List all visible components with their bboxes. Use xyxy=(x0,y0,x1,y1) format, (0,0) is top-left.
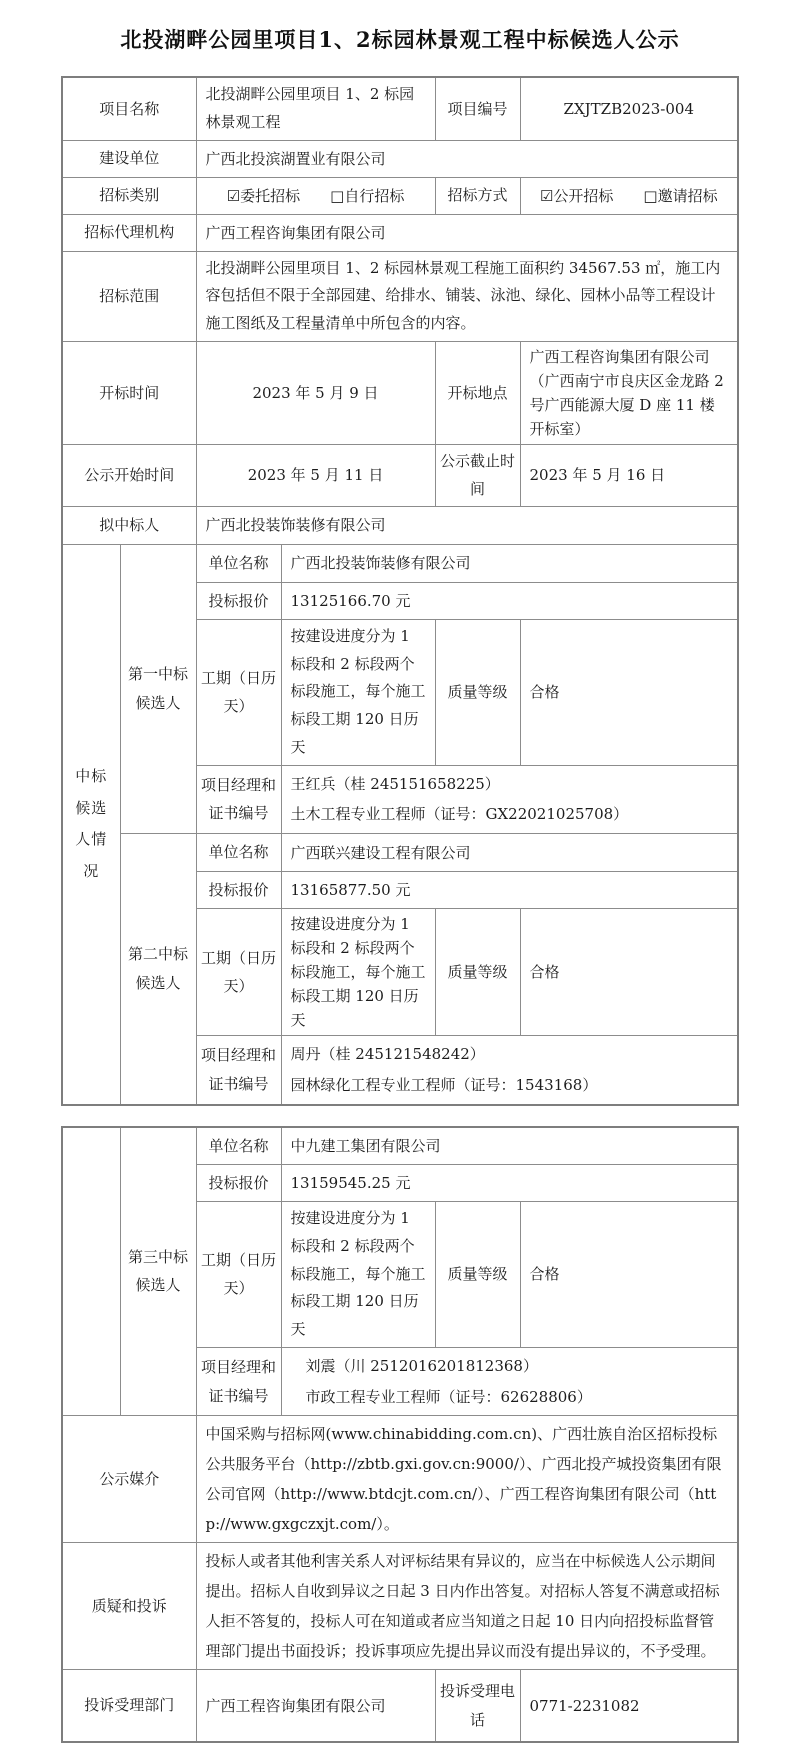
row-bid-type xyxy=(62,177,738,214)
candidates-section-continuation xyxy=(62,1127,120,1416)
owner-label: 建设单位 xyxy=(62,140,196,177)
row-owner xyxy=(62,140,738,177)
notice-table-1 xyxy=(61,76,739,1106)
candidate3-manager-name: 刘震（川 2512016201812368） xyxy=(290,1356,538,1375)
candidate2-quality: 合格 xyxy=(520,909,738,1036)
quality-label: 质量等级 xyxy=(435,1202,520,1348)
company-label: 单位名称 xyxy=(196,544,281,582)
checkbox-invited-bidding: □邀请招标 xyxy=(643,186,718,205)
agency-value: 广西工程咨询集团有限公司 xyxy=(196,214,738,251)
candidate1-quality: 合格 xyxy=(520,619,738,765)
row-media xyxy=(62,1416,738,1543)
company-label: 单位名称 xyxy=(196,1127,281,1165)
candidate1-price: 13125166.70 元 xyxy=(281,582,738,619)
owner-value: 广西北投滨湖置业有限公司 xyxy=(196,140,738,177)
row-complaint xyxy=(62,1670,738,1742)
candidate1-rank: 第一中标候选人 xyxy=(120,544,196,833)
media-value: 中国采购与招标网(www.chinabidding.com.cn)、广西壮族自治区招标投标公共服务平台（http://zbtb.gxi.gov.cn:9000/）、广西北投产城投资集团有限公司官网（http://www.btdcjt.com.cn/）、广西工程咨询集团有限公司（http://www.gxgczxjt.com/）。 xyxy=(196,1416,738,1543)
publicity-start-label: 公示开始时间 xyxy=(62,444,196,506)
candidate2-manager-cert: 园林绿化工程专业工程师（证号：1543168） xyxy=(290,1075,598,1094)
scope-label: 招标范围 xyxy=(62,251,196,341)
candidate2-rank: 第二中标候选人 xyxy=(120,834,196,1105)
objection-value: 投标人或者其他利害关系人对评标结果有异议的，应当在中标候选人公示期间提出。招标人自收到异议之日起 3 日内作出答复。对招标人答复不满意或招标人拒不答复的，投标人可在知道或者应当知道之日起 10 日内向招投标监督管理部门提出书面投诉；投诉事项应先提出异议而没有提出异议的，不予受理。 xyxy=(196,1543,738,1670)
project-code-label: 项目编号 xyxy=(435,77,520,140)
candidates-section-label: 中标候选人情况 xyxy=(62,544,120,1104)
opening-place-value: 广西工程咨询集团有限公司（广西南宁市良庆区金龙路 2 号广西能源大厦 D 座 11 楼开标室） xyxy=(520,341,738,444)
quality-label: 质量等级 xyxy=(435,619,520,765)
proposed-winner-value: 广西北投装饰装修有限公司 xyxy=(196,506,738,544)
candidate1-manager-cert: 土木工程专业工程师（证号：GX22021025708） xyxy=(290,805,629,824)
row-opening xyxy=(62,341,738,444)
row-proposed-winner xyxy=(62,506,738,544)
page-title: 北投湖畔公园里项目1、2标园林景观工程中标候选人公示 xyxy=(120,27,680,52)
row-agency xyxy=(62,214,738,251)
duration-label: 工期（日历天） xyxy=(196,1202,281,1348)
candidate3-price: 13159545.25 元 xyxy=(281,1165,738,1202)
project-name-label: 项目名称 xyxy=(62,77,196,140)
project-name-value: 北投湖畔公园里项目 1、2 标园林景观工程 xyxy=(196,77,435,140)
complaint-dept-value: 广西工程咨询集团有限公司 xyxy=(196,1670,435,1742)
row-scope xyxy=(62,251,738,341)
publicity-end-label: 公示截止时间 xyxy=(435,444,520,506)
scope-value: 北投湖畔公园里项目 1、2 标园林景观工程施工面积约 34567.53 ㎡，施工内容包括但不限于全部园建、给排水、铺装、泳池、绿化、园林小品等工程设计施工图纸及工程量清单中所包含的内容。 xyxy=(196,251,738,341)
candidate3-company: 中九建工集团有限公司 xyxy=(281,1127,738,1165)
objection-label: 质疑和投诉 xyxy=(62,1543,196,1670)
candidate2-price: 13165877.50 元 xyxy=(281,872,738,909)
duration-label: 工期（日历天） xyxy=(196,619,281,765)
candidate2-manager-name: 周丹（桂 245121548242） xyxy=(290,1045,485,1063)
publicity-end-value: 2023 年 5 月 16 日 xyxy=(520,444,738,506)
candidate2-duration: 按建设进度分为 1 标段和 2 标段两个标段施工，每个施工标段工期 120 日历天 xyxy=(281,909,435,1036)
company-label: 单位名称 xyxy=(196,834,281,872)
candidate3-rank: 第三中标候选人 xyxy=(120,1127,196,1416)
candidate3-quality: 合格 xyxy=(520,1202,738,1348)
candidate3-duration: 按建设进度分为 1 标段和 2 标段两个标段施工，每个施工标段工期 120 日历天 xyxy=(281,1202,435,1348)
agency-label: 招标代理机构 xyxy=(62,214,196,251)
media-label: 公示媒介 xyxy=(62,1416,196,1543)
checkbox-open-bidding: ☑公开招标 xyxy=(539,186,614,205)
price-label: 投标报价 xyxy=(196,582,281,619)
manager-label: 项目经理和证书编号 xyxy=(196,1036,281,1105)
manager-label: 项目经理和证书编号 xyxy=(196,1347,281,1416)
candidate1-company-row xyxy=(62,544,738,582)
quality-label: 质量等级 xyxy=(435,909,520,1036)
candidate2-company: 广西联兴建设工程有限公司 xyxy=(281,834,738,872)
opening-time-value: 2023 年 5 月 9 日 xyxy=(196,341,435,444)
complaint-dept-label: 投诉受理部门 xyxy=(62,1670,196,1742)
price-label: 投标报价 xyxy=(196,1165,281,1202)
publicity-start-value: 2023 年 5 月 11 日 xyxy=(196,444,435,506)
candidate1-duration: 按建设进度分为 1 标段和 2 标段两个标段施工，每个施工标段工期 120 日历天 xyxy=(281,619,435,765)
candidate1-manager-name: 王红兵（桂 245151658225） xyxy=(290,774,500,793)
complaint-phone-value: 0771-2231082 xyxy=(520,1670,738,1742)
row-objection xyxy=(62,1543,738,1670)
notice-table-2 xyxy=(61,1126,739,1743)
opening-place-label: 开标地点 xyxy=(435,341,520,444)
candidate3-company-row xyxy=(62,1127,738,1165)
candidate1-company: 广西北投装饰装修有限公司 xyxy=(281,544,738,582)
bid-category-label: 招标类别 xyxy=(62,177,196,214)
opening-time-label: 开标时间 xyxy=(62,341,196,444)
duration-label: 工期（日历天） xyxy=(196,909,281,1036)
row-project-name xyxy=(62,77,738,140)
row-publicity xyxy=(62,444,738,506)
manager-label: 项目经理和证书编号 xyxy=(196,765,281,834)
candidate2-company-row xyxy=(62,834,738,872)
project-code-value: ZXJTZB2023-004 xyxy=(520,77,738,140)
candidate3-manager-cert: 市政工程专业工程师（证号：62628806） xyxy=(290,1387,592,1406)
complaint-phone-label: 投诉受理电话 xyxy=(435,1670,520,1742)
checkbox-entrusted-bidding: ☑委托招标 xyxy=(226,186,301,205)
checkbox-self-bidding: □自行招标 xyxy=(330,186,405,205)
bid-method-label: 招标方式 xyxy=(435,177,520,214)
price-label: 投标报价 xyxy=(196,872,281,909)
proposed-winner-label: 拟中标人 xyxy=(62,506,196,544)
